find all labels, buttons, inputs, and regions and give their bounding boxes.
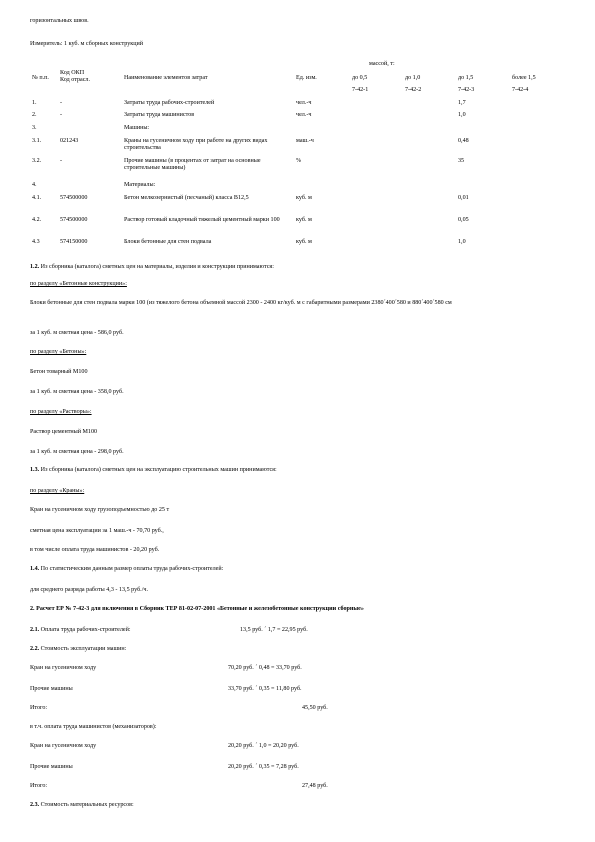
wage-crane-formula: 20,20 руб. ´ 1,0 = 20,20 руб.: [228, 743, 299, 749]
th-col2: до 1,0: [405, 75, 421, 81]
row-num: 3.2.: [32, 158, 42, 164]
row-unit: чел.-ч: [296, 100, 312, 106]
row-unit: %: [296, 158, 302, 164]
blocks-price: за 1 куб. м сметная цена - 586,0 руб.: [30, 330, 124, 336]
row-name: Бетон мелкозернистый (песчаный) класса В12,5: [124, 195, 249, 201]
total-label: Итого:: [30, 705, 48, 711]
total-value: 27,48 руб.: [302, 783, 328, 789]
row-value: 35: [458, 158, 465, 164]
row-unit: куб. м: [296, 217, 312, 223]
row-value: 1,0: [458, 112, 466, 118]
wage-other-label: Прочие машины: [30, 764, 73, 770]
row-name: Раствор готовый кладочный тяжелый цементный марки 100: [124, 217, 280, 223]
row-name: Материалы:: [124, 182, 156, 188]
row-value: 1,7: [458, 100, 466, 106]
th-num: № п.п.: [32, 75, 49, 81]
th-mass-group: массой, т:: [369, 61, 395, 67]
blocks-description: Блоки бетонные для стен подвала марки 100 (из тяжелого бетона объемной массой 2300 - 2400 кг/куб. м с габаритными размерами 2380´400´580 и 880´400´580 см: [30, 300, 452, 306]
operators-wage-heading: в т.ч. оплата труда машинистов (механизаторов):: [30, 724, 157, 730]
section-number: 2.2.: [30, 646, 40, 652]
intro-line: горизонтальных швов.: [30, 18, 89, 24]
section-number: 1.4.: [30, 566, 40, 572]
section-1-4-heading: [30, 566, 223, 573]
section-2-title: 2. Расчет ЕР № 7-42-3 для включения в Сборник ТЕР 81-02-07-2001 «Бетонные и железобетонные конструкции сборные»: [30, 606, 364, 612]
mortar-price: за 1 куб. м сметная цена - 298,0 руб.: [30, 449, 124, 455]
code-col4: 7-42-4: [512, 87, 529, 93]
section-text: Из сборника (каталога) сметных цен на эксплуатацию строительных машин принимаются:: [39, 467, 277, 473]
section-2-1-formula: 13,5 руб. ´ 1,7 = 22,95 руб.: [240, 627, 308, 633]
machine-other-formula: 33,70 руб. ´ 0,35 = 11,80 руб.: [228, 686, 302, 692]
total-label: Итого:: [30, 783, 48, 789]
row-value: 1,0: [458, 239, 466, 245]
row-num: 4.1.: [32, 195, 42, 201]
section-number: 2.3.: [30, 802, 40, 808]
subsection-concrete: по разделу «Бетоны»:: [30, 349, 87, 355]
row-num: 3.: [32, 125, 37, 131]
section-text: Из сборника (каталога) сметных цен на материалы, изделия и конструкции принимаются:: [39, 264, 274, 270]
mortar-name: Раствор цементный М100: [30, 429, 98, 435]
row-code: -: [60, 100, 63, 106]
th-col1: до 0,5: [352, 75, 368, 81]
row-code: 574500000: [60, 195, 88, 201]
row-name: Затраты труда машинистов: [124, 112, 195, 118]
total-value: 45,50 руб.: [302, 705, 328, 711]
row-unit: куб. м: [296, 239, 312, 245]
section-2-1-label: [30, 627, 131, 634]
concrete-name: Бетон товарный М100: [30, 369, 88, 375]
row-unit: маш.-ч: [296, 138, 314, 144]
row-num: 1.: [32, 100, 37, 106]
code-col1: 7-42-1: [352, 87, 369, 93]
subsection-concrete-constructions: по разделу «Бетонные конструкции»:: [30, 281, 127, 287]
th-col4: более 1,5: [512, 75, 536, 81]
th-code: Код ОКП Код отрасл.: [60, 70, 90, 83]
row-num: 2.: [32, 112, 37, 118]
th-col3: до 1,5: [458, 75, 474, 81]
section-number: 1.2.: [30, 264, 40, 270]
row-code: -: [60, 112, 63, 118]
code-col2: 7-42-2: [405, 87, 422, 93]
code-col3: 7-42-3: [458, 87, 475, 93]
row-num: 4.: [32, 182, 37, 188]
row-code: 021243: [60, 138, 79, 144]
row-unit: куб. м: [296, 195, 312, 201]
crane-wage: в том числе оплата труда машинистов - 20,20 руб.: [30, 547, 160, 553]
row-name: Блоки бетонные для стен подвала: [124, 239, 212, 245]
crane-price: сметная цена эксплуатации за 1 маш.-ч - 70,70 руб.,: [30, 528, 164, 534]
section-1-2-heading: [30, 264, 274, 271]
section-2-2-label: [30, 646, 126, 653]
row-value: 0,05: [458, 217, 469, 223]
row-code: 574500000: [60, 217, 88, 223]
row-unit: чел.-ч: [296, 112, 312, 118]
section-text: Стоимость эксплуатации машин:: [39, 646, 127, 652]
section-text: Стоимость материальных ресурсов:: [39, 802, 134, 808]
row-code: 574150000: [60, 239, 88, 245]
row-num: 3.1.: [32, 138, 42, 144]
wage-other-formula: 20,20 руб. ´ 0,35 = 7,28 руб.: [228, 764, 299, 770]
wage-crane-label: Кран на гусеничном ходу: [30, 743, 97, 749]
row-name: Машины:: [124, 125, 150, 131]
norms-table: [30, 58, 570, 254]
th-name: Наименование элементов затрат: [124, 75, 208, 81]
row-num: 4.3: [32, 239, 40, 245]
wage-rate: для среднего разряда работы 4,3 - 13,5 руб./ч.: [30, 587, 148, 593]
section-1-3-heading: [30, 467, 277, 474]
machine-other-label: Прочие машины: [30, 686, 73, 692]
subsection-cranes: по разделу «Краны»:: [30, 488, 85, 494]
machine-crane-formula: 70,20 руб. ´ 0,48 = 33,70 руб.: [228, 665, 302, 671]
section-2-3-label: [30, 802, 134, 809]
concrete-price: за 1 куб. м сметная цена - 358,0 руб.: [30, 389, 124, 395]
machine-crane-label: Кран на гусеничном ходу: [30, 665, 97, 671]
row-num: 4.2.: [32, 217, 42, 223]
meter-line: Измеритель: 1 куб. м сборных конструкций: [30, 41, 143, 47]
row-value: 0,01: [458, 195, 469, 201]
section-number: 2.1.: [30, 627, 40, 633]
crane-name: Кран на гусеничном ходу грузоподъемностью до 25 т: [30, 507, 170, 513]
row-name: Прочие машины (в процентах от затрат на основные строительные машины): [124, 158, 261, 171]
row-code: -: [60, 158, 63, 164]
section-text: По статистическим данным размер оплаты труда рабочих-строителей:: [39, 566, 224, 572]
row-name: Краны на гусеничном ходу при работе на других видах строительства: [124, 138, 268, 151]
section-number: 1.3.: [30, 467, 40, 473]
section-text: Оплата труда рабочих-строителей:: [39, 627, 131, 633]
row-value: 0,48: [458, 138, 469, 144]
row-name: Затраты труда рабочих-строителей: [124, 100, 215, 106]
subsection-mortar: по разделу «Растворы»:: [30, 409, 92, 415]
th-unit: Ед. изм.: [296, 75, 317, 81]
